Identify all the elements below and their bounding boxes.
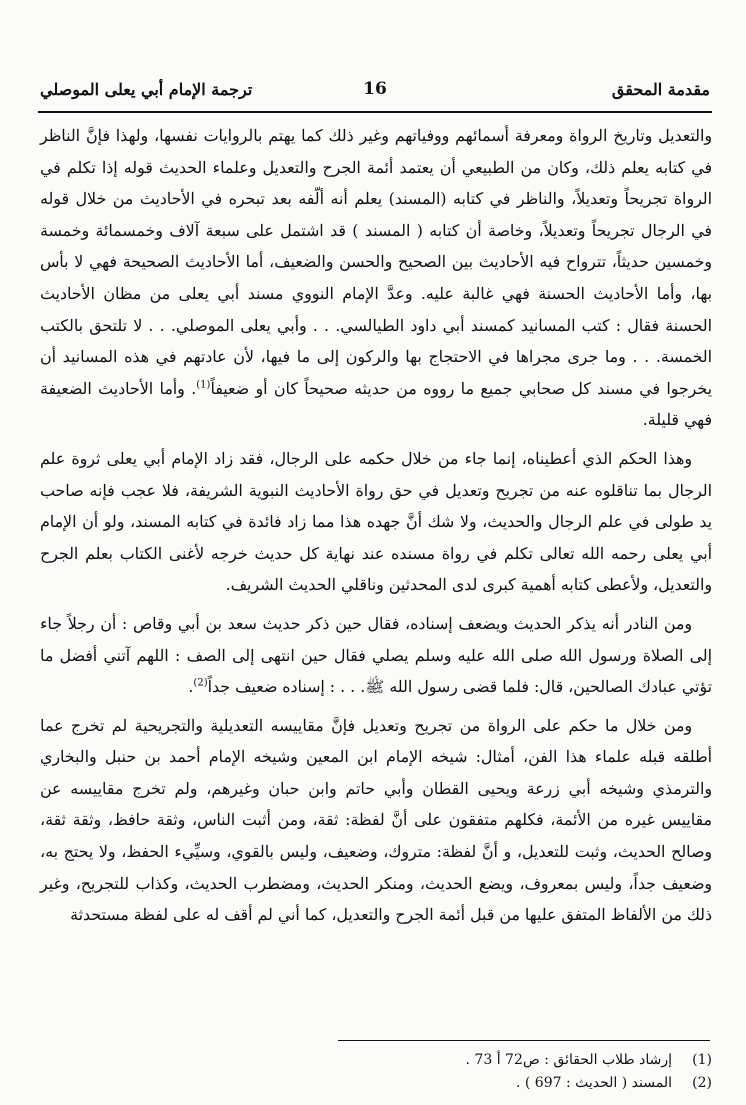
paragraph-text: والتعديل وتاريخ الرواة ومعرفة أسمائهم ووفياتهم وغير ذلك كما يهتم بالروايات نفسها، ولهذا فإنَّ الناظر في كتابه يعلم ذلك، وكان من الطبيعي أن يعتمد أئمة الجرح والتعديل وعلماء الحديث قوله إذا تكلم في الرواة تجريحاً وتعديلاً، والناظر في كتابه (المسند) يعلم أنه ألّفه بعد تبحره في الأحاديث من خلال قوله في الرجال تجريحاً وتعديلاً، وخاصة أن كتابه ( المسند ) قد اشتمل على سبعة آلاف وخمسمائة وخمسة وخمسين حديثاً، تترواح فيه الأحاديث بين الصحيح والحسن والضعيف، أما الأحاديث الصحيحة فهي لا بأس بها، وأما الأحاديث الحسنة فهي غالبة عليه. وعدَّ الإمام النووي مسند أبي يعلى من مظان الأحاديث الحسنة فقال : كتب المسانيد كمسند أبي داود الطيالسي. . . وأبي يعلى الموصلي. . . لا تلتحق بالكتب الخمسة. . . وما جرى مجراها في الاحتجاج بها والركون إلى ما فيها، لأن عادتهم في هذه المسانيد أن يخرجوا في مسند كل صحابي جميع ما رووه من حديثه صحيحاً كان أو ضعيفاً [40,126,712,398]
footnote-number: (2) [692,1075,712,1091]
paragraph-text: . [188,677,194,697]
footnote [40,1072,712,1095]
paragraph-text: . وأما الأحاديث الضعيفة فهي قليلة. [40,378,712,430]
section-title: مقدمة المحقق [611,80,710,99]
footnote [40,1049,712,1072]
running-header [40,78,710,104]
footnotes [40,1049,712,1095]
paragraph [40,608,712,703]
paragraph: وهذا الحكم الذي أعطيناه، إنما جاء من خلال حكمه على الرجال، فقد زاد الإمام أبي يعلى ثروة علم الرجال بما تناقلوه عنه من تجريح وتعديل في حق رواة الأحاديث النبوية الشريفة، فلا عجب فإنه صاحب يد طولى في علم الرجال والحديث، ولا شك أنَّ جهده هذا مما زاد فائدة في كتابه المسند، ولو أن الإمام أبي يعلى رحمه الله تعالى تكلم في رواة مسنده عند نهاية كل حديث خرجه لأغنى الكتاب بعلم الجرح والتعديل، ولأعطى كتابه أهمية كبرى لدى المحدثين وناقلي الحديث الشريف. [40,448,712,595]
header-rule [38,111,712,113]
footnote-ref: (2) [193,677,208,689]
footnote-rule [338,1040,710,1041]
paragraph-text: ومن النادر أنه يذكر الحديث ويضعف إسناده، فقال حين ذكر حديث سعد بن أبي وقاص : أن رجلاً جاء إلى الصلاة ورسول الله صلى الله عليه وسلم يصلي فقال حين انتهى إلى الصف : اللهم آتني أفضل ما تؤتي عبادك الصالحين، قال: فلما قضى رسول الله ﷺ. . . : إسناده ضعيف جداً [40,613,712,697]
paragraph [40,120,712,436]
footnote-text: إرشاد طلاب الحقائق : ص72 أ 73 . [465,1052,672,1068]
paragraph: ومن خلال ما حكم على الرواة من تجريح وتعديل فإنَّ مقاييسه التعديلية والتجريحية لم تخرج عما أطلقه قبله علماء هذا الفن، أمثال: شيخه الإمام ابن المعين وشيخه الإمام أحمد بن حنبل والبخاري والترمذي وشيخه أبي زرعة ويحيى القطان وأبي حاتم وابن حبان وغيرهم، ولم تخرج مقاييسه عن مقاييس غيره من الأئمة، فكلهم متفقون على أنَّ لفظة: ثقة، ومن أثبت الناس، وثقة حافظ، وثقة ثقة، وصالح الحديث، وثبت للتعديل، و أنَّ لفظة: متروك، وضعيف، وليس بالقوي، وسيِّيء الحفظ، ولا يحتج به، وضعيف جداً، وليس بمعروف، ويضع الحديث، ومنكر الحديث، ومضطرب الحديث، وكذاب للتجريح، وغير ذلك من الألفاظ المتفق عليها من قبل أئمة الجرح والتعديل، كما أني لم أقف له على لفظة مستحدثة [40,715,712,925]
body-text [40,120,712,931]
footnote-text: المسند ( الحديث : 697 ) . [515,1075,672,1091]
running-title: ترجمة الإمام أبي يعلى الموصلي [40,80,253,99]
footnote-ref: (1) [196,379,211,391]
page-number: 16 [363,79,387,99]
footnote-number: (1) [692,1052,712,1068]
